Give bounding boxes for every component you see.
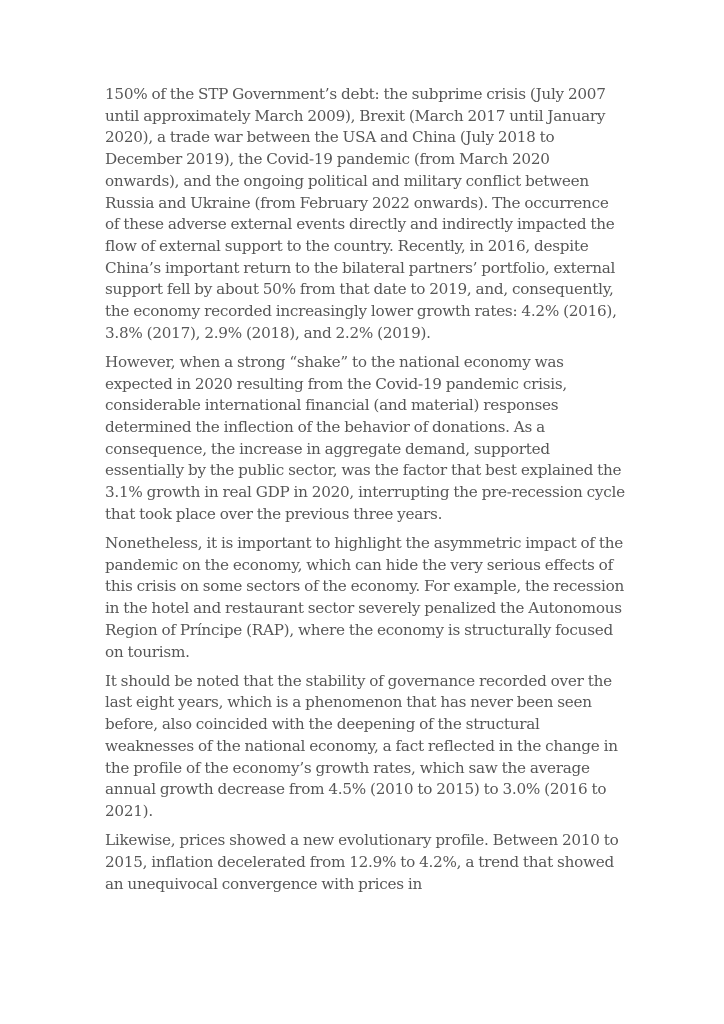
- paragraph-covid-response: However, when a strong “shake” to the national economy was expected in 2020 resulting from the Covid-19 pandemic crisis, considerable international financial (and material) responses determined the inflection of the behavior of donations. As a consequence, the increase in aggregate demand, supported essentially by the public sector, was the factor that best explained the 3.1% growth in real GDP in 2020, interrupting the pre-recession cycle that took place over the previous three years.: [105, 352, 625, 523]
- paragraph-prices-profile: Likewise, prices showed a new evolutionary profile. Between 2010 to 2015, inflation decelerated from 12.9% to 4.2%, a trend that showed an unequivocal convergence with prices in: [105, 831, 619, 893]
- paragraph-external-shocks: 150% of the STP Government’s debt: the subprime crisis (July 2007 until approximately March 2009), Brexit (March 2017 until January 2020), a trade war between the USA and China (July 2018 to December 2019), the Covid-19 pandemic (from March 2020 onwards), and the ongoing political and military conflict between Russia and Ukraine (from February 2022 onwards). The occurrence of these adverse external events directly and indirectly impacted the flow of external support to the country. Recently, in 2016, despite China’s important return to the bilateral partners’ portfolio, external support fell by about 50% from that date to 2019, and, consequently, the economy recorded increasingly lower growth rates: 4.2% (2016), 3.8% (2017), 2.9% (2018), and 2.2% (2019).: [105, 85, 617, 342]
- document-page: [105, 84, 625, 903]
- paragraph-governance-stability: It should be noted that the stability of governance recorded over the last eight years, which is a phenomenon that has never been seen before, also coincided with the deepening of the structural weaknesses of the national economy, a fact reflected in the change in the profile of the economy’s growth rates, which saw the average annual growth decrease from 4.5% (2010 to 2015) to 3.0% (2016 to 2021).: [105, 671, 618, 820]
- paragraph-asymmetric-impact: Nonetheless, it is important to highlight the asymmetric impact of the pandemic on the economy, which can hide the very serious effects of this crisis on some sectors of the economy. For example, the recession in the hotel and restaurant sector severely penalized the Autonomous Region of Príncipe (RAP), where the economy is structurally focused on tourism.: [105, 534, 625, 661]
